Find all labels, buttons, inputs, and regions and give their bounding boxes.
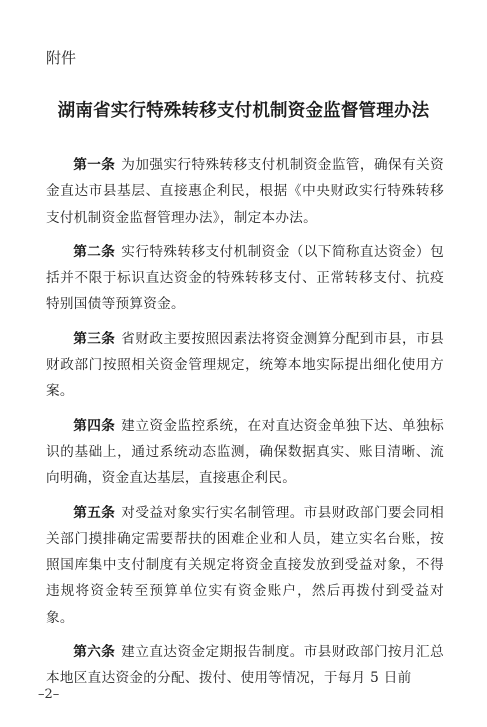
article-label: 第四条 — [73, 417, 116, 434]
article-text: 实行特殊转移支付机制资金（以下简称直达资金）包括并不限于标识直达资金的特殊转移支付、正常转移支付、抗疫特别国债等预算资金。 — [46, 243, 444, 313]
document-title: 湖南省实行特殊转移支付机制资金监督管理办法 — [57, 101, 430, 121]
page-number: –2– — [38, 687, 60, 702]
article-2 — [46, 239, 444, 318]
article-text: 对受益对象实行实名制管理。市县财政部门要会同相关部门摸排确定需要帮扶的困难企业和人员，建立实名台账，按照国库集中支付制度有关规定将资金直接发放到受益对象，不得违规将资金转至预算单位实有资金账户，然后再拨付到受益对象。 — [46, 504, 444, 626]
article-6 — [46, 639, 444, 692]
attachment-label: 附件 — [46, 49, 77, 67]
article-label: 第五条 — [73, 504, 116, 521]
article-label: 第一条 — [73, 157, 116, 173]
article-label: 第六条 — [73, 644, 116, 661]
article-1 — [46, 152, 444, 231]
article-5 — [46, 500, 444, 631]
article-4 — [46, 413, 444, 492]
article-text: 建立资金监控系统，在对直达资金单独下达、单独标识的基础上，通过系统动态监测，确保数据真实、账目清晰、流向明确，资金直达基层，直接惠企利民。 — [46, 417, 444, 487]
article-label: 第二条 — [73, 243, 116, 260]
article-text: 省财政主要按照因素法将资金测算分配到市县，市县财政部门按照相关资金管理规定，统筹本地实际提出细化使用方案。 — [46, 330, 444, 400]
article-3 — [46, 326, 444, 405]
document-body — [46, 152, 444, 700]
article-text: 为加强实行特殊转移支付机制资金监管，确保有关资金直达市县基层、直接惠企利民，根据《中央财政实行特殊转移支付机制资金监督管理办法》，制定本办法。 — [46, 157, 444, 226]
article-text: 建立直达资金定期报告制度。市县财政部门按月汇总本地区直达资金的分配、拨付、使用等情况，于每月 5 日前 — [46, 644, 444, 687]
article-label: 第三条 — [73, 330, 116, 347]
